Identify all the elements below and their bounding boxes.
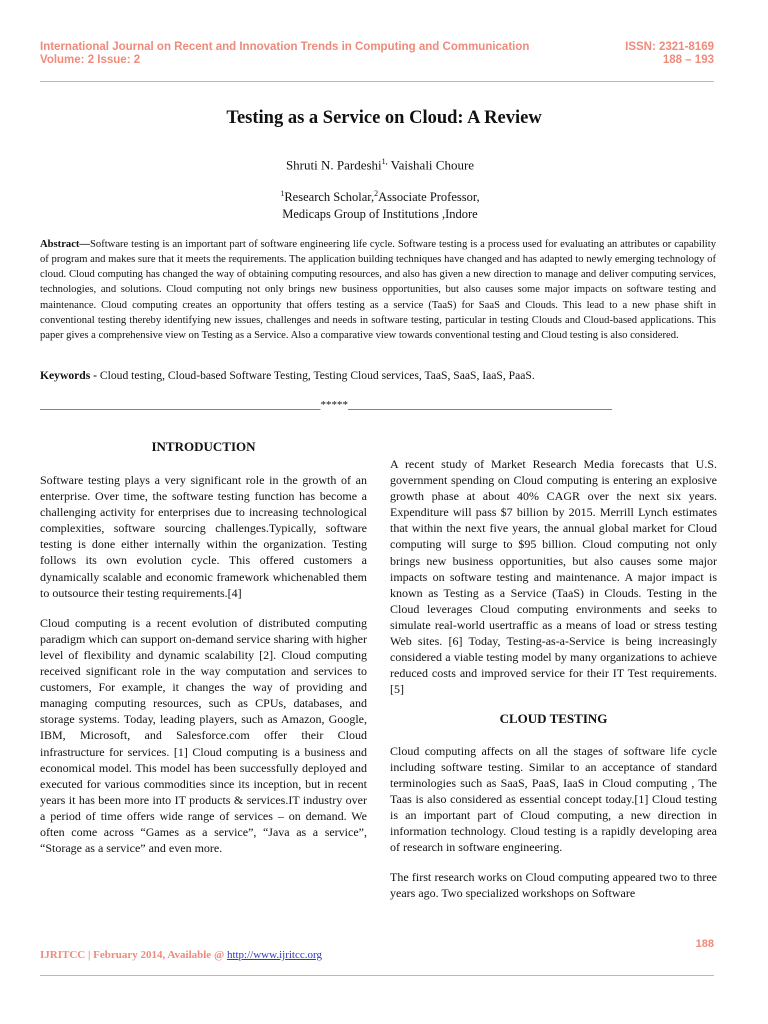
paper-title: Testing as a Service on Cloud: A Review xyxy=(226,108,542,128)
section-separator: ___________________________________________________*****________________________________________________ xyxy=(40,399,612,411)
journal-volume: Volume: 2 Issue: 2 xyxy=(40,54,141,66)
footer xyxy=(40,949,322,961)
issn: ISSN: 2321-8169 xyxy=(625,41,714,53)
footer-rule xyxy=(40,975,714,976)
institution: Medicaps Group of Institutions ,Indore xyxy=(282,207,478,222)
introduction-heading: INTRODUCTION xyxy=(151,439,256,454)
footer-link[interactable]: http://www.ijritcc.org xyxy=(226,949,322,961)
right-paragraph-1: A recent study of Market Research Media forecasts that U.S. government spending on Cloud computing is entering an explosive growth phase at about 40% CAGR over the next six years. Expenditure will pass $7 billion by 2015. Merrill Lynch estimates that within the next five years, the annual global market for Cloud computing will surge to $95 billion. Cloud computing not only brings new business opportunities, but also causes some major impacts on software testing and maintenance. A major impact is known as Testing as a Service (TaaS) in Clouds. Testing in the Cloud leverages Cloud computing environments and seeks to simulate real-world usertraffic as a means of load or stress testing Web sites. [6] Today, Testing-as-a-Service is being increasingly considered a viable testing model by many organizations to achieve reduced costs and improved service for their IT Test requirements. [5] xyxy=(390,457,717,697)
keywords xyxy=(40,369,716,382)
abstract-label: Abstract— xyxy=(40,239,91,250)
page-range: 188 – 193 xyxy=(662,54,714,66)
keywords-label: Keywords - xyxy=(40,369,100,382)
abstract-text: Software testing is an important part of software engineering life cycle. Software testing is a process used for evaluating an attributes or capability of program and makes sure that it meets the requirements. The application building techniques have changed and has adapted to newly emerging technology of cloud. Cloud computing has changed the way of obtaining computing resources, and also has given a new direction to manage and deliver computing services, technologies, and solutions. Cloud computing not only brings new business opportunities, but also causes some major impacts on software testing and maintenance. Cloud computing creates an opportunity that offers testing as a service (TaaS) for SaaS and Clouds. This lead to a new phase shift in conventional testing thereby identifying new issues, challenges and needs in software testing, particular in testing Clouds and Cloud-based applications. This paper gives a comprehensive view on Testing as a Service. Also a comparative view towards conventional testing and Cloud testing is also considered. xyxy=(40,239,716,341)
author-1-sup: 1, xyxy=(381,157,388,166)
abstract xyxy=(40,237,716,343)
intro-paragraph-1: Software testing plays a very significant role in the growth of an enterprise. Over time, the software testing function has become a challenging activity for enterprises due to increasing technological complexities, software sourcing challenges.Typically, software testing is done either internally within the organization. Testing follows its own evolution cycle. This offered customers a dynamically scalable and economic framework whichenabled them to outsource their testing requirements.[4] xyxy=(40,473,367,600)
affiliation xyxy=(0,185,760,223)
author-line xyxy=(0,157,760,173)
journal-header xyxy=(40,41,529,67)
affil-role-1: Research Scholar, xyxy=(284,190,375,205)
right-column xyxy=(390,456,717,915)
right-paragraph-2: Cloud computing affects on all the stages of software life cycle including software testing. Similar to an acceptance of standard terminologies such as SaaS, PaaS, IaaS in Cloud computing , The Taas is also considered as essential concept today.[1] Cloud testing is an important part of Cloud computing, a new direction in information technology. Cloud testing is a rapidly developing area of research in software engineering. xyxy=(390,743,717,855)
affil-sup-2: 2 xyxy=(374,189,379,198)
left-column xyxy=(40,472,367,870)
keywords-text: Cloud testing, Cloud-based Software Testing, Testing Cloud services, TaaS, SaaS, IaaS, PaaS. xyxy=(99,369,535,382)
header-rule xyxy=(40,81,714,82)
affil-role-2: Associate Professor, xyxy=(378,190,480,205)
page-number: 188 xyxy=(695,938,714,950)
right-paragraph-3: The first research works on Cloud computing appeared two to three years ago. Two specialized workshops on Software xyxy=(390,870,717,901)
author-1: Shruti N. Pardeshi xyxy=(285,157,382,173)
issn-header xyxy=(625,41,714,67)
author-2: Vaishali Choure xyxy=(387,157,475,173)
affil-sup-1: 1 xyxy=(280,189,285,198)
footer-text: IJRITCC | February 2014, Available @ xyxy=(40,949,227,961)
intro-paragraph-2: Cloud computing is a recent evolution of distributed computing paradigm which can support on-demand service sharing with higher level of flexibility and dynamic scalability [2]. Cloud computing received significant role in the way computation and services to customers, For example, it changes the way of providing and managing computing resources, such as CPUs, databases, and storage systems. Today, leading players, such as Amazon, Google, IBM, Microsoft, and Salesforce.com offer their Cloud infrastructure for services. [1] Cloud computing is a business and economical model. This model has been successfully deployed and executed for various commodities since its inception, but in recent years it has been more into IT products & services.IT industry over a period of time offers wide range of services – on demand. We often come across “Games as a service”, “Java as a service”, “Storage as a service” and even more. xyxy=(40,615,367,856)
journal-name: International Journal on Recent and Innovation Trends in Computing and Communication xyxy=(40,41,530,53)
cloud-testing-heading: CLOUD TESTING xyxy=(499,711,608,727)
